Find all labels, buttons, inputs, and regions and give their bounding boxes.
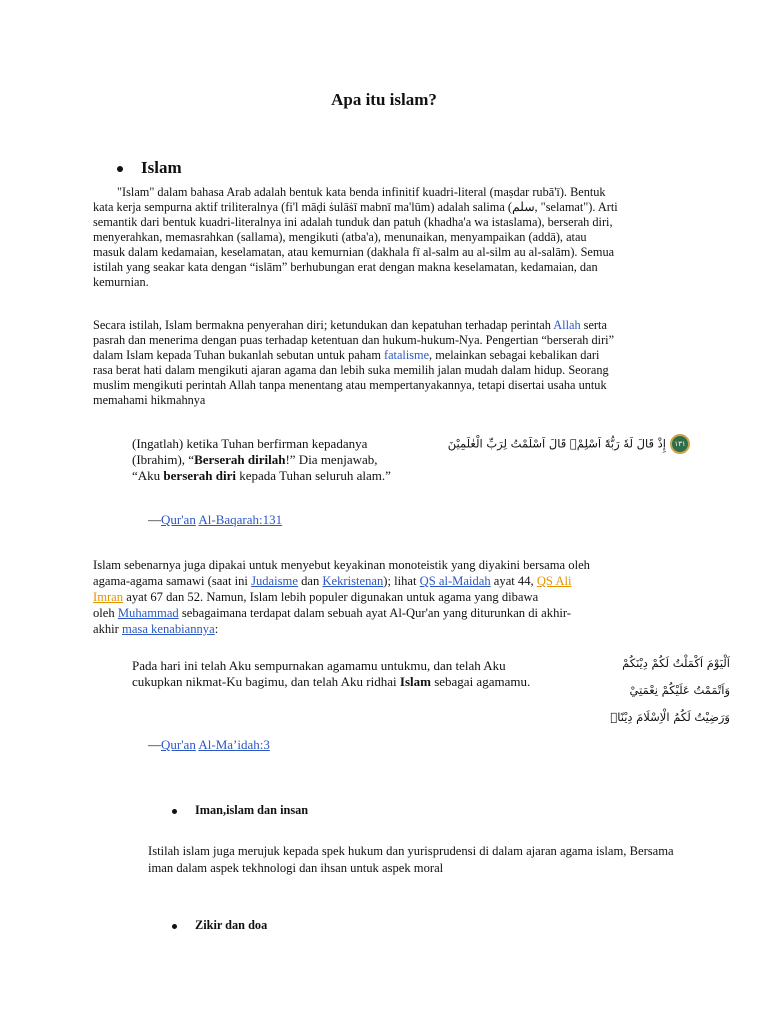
text-line: rasa berat hati dalam mengikuti ajaran agama dan lebih suka memilih jalan mudah dalam hidup. Seorang: [93, 363, 609, 377]
bullet-icon: [172, 924, 177, 929]
text-line: [93, 621, 653, 637]
citation-maidah: [148, 737, 270, 753]
arabic-line: اَلْيَوْمَ اَكْمَلْتُ لَكُمْ دِيْنَكُمْ: [622, 656, 730, 670]
text-span: cukupkan nikmat-Ku bagimu, dan telah Aku ridhai: [132, 674, 400, 689]
quote-translation-baqarah: [132, 436, 432, 484]
text-span: oleh: [93, 606, 118, 620]
text-line: [93, 318, 693, 333]
paragraph-etymology: [93, 185, 693, 290]
paragraph-iman: [148, 843, 763, 877]
section-heading-text: Iman,islam dan insan: [195, 803, 309, 817]
text-span: (Ibrahim), “: [132, 452, 195, 467]
text-line: muslim mengikuti perintah Allah tanpa menentang atau mempertanyakannya, tetapi disertai usaha untuk: [93, 378, 607, 392]
text-span: ayat 44,: [490, 574, 537, 588]
text-line: [93, 348, 693, 363]
arabic-line: وَاَتْمَمْتُ عَلَيْكُمْ نِعْمَتِيْ: [629, 683, 730, 697]
text-line: pasrah dan menerima dengan puas terhadap ketentuan dan hukum-hukum-Nya. Pengertian “berserah diri”: [93, 333, 615, 347]
section-heading-iman: [172, 803, 308, 818]
text-line: kata kerja sempurna aktif triliteralnya (fi'l māḍi ṡulāṡī mabnī ma'lūm) adalah salima (سلم, "selamat"). Arti: [93, 200, 618, 214]
text-line: iman dalam aspek tekhnologi dan ihsan untuk aspek moral: [148, 861, 444, 875]
ayah-number-icon: ١٣١: [670, 434, 690, 454]
text-line: Islam sebenarnya juga dipakai untuk menyebut keyakinan monoteistik yang diyakini bersama oleh: [93, 558, 590, 572]
text-span: ); lihat: [383, 574, 420, 588]
text-span: :: [214, 622, 219, 636]
text-span: dalam Islam kepada Tuhan bukanlah sebutan untuk paham: [93, 348, 384, 362]
paragraph-definition: [93, 318, 693, 408]
section-heading-islam: [117, 158, 182, 178]
link-allah[interactable]: Allah: [553, 318, 581, 332]
text-line: [132, 468, 432, 484]
text-bold: Berserah dirilah: [194, 452, 286, 467]
bullet-icon: [117, 166, 123, 172]
text-line: menyerahkan, memasrahkan (sallama), mengikuti (atba'a), menunaikan, menyampaikan (addā), atau: [93, 230, 587, 244]
section-heading-zikir: [172, 918, 267, 933]
text-span: sebagaimana terdapat dalam sebuah ayat Al-Qur'an yang diturunkan di akhir-: [178, 606, 572, 620]
arabic-line: وَرَضِيْتُ لَكُمُ الْاِسْلَامَ دِيْنًاۗ: [610, 710, 730, 724]
link-al-maidah[interactable]: Al-Ma’idah:3: [198, 737, 270, 752]
text-span: “Aku: [132, 468, 164, 483]
text-span: serta: [580, 318, 607, 332]
text-line: memahami hikmahnya: [93, 393, 206, 407]
text-span: , melainkan sebagai kebalikan dari: [429, 348, 600, 362]
arabic-text: إِذْ قَالَ لَهٗ رَبُّهٗٓ اَسْلِمْۙ قَالَ اَسْلَمْتُ لِرَبِّ الْعٰلَمِيْنَ: [447, 436, 666, 451]
text-line: [132, 674, 602, 690]
page-title: Apa itu islam?: [331, 90, 437, 109]
text-bold: berserah diri: [163, 468, 236, 483]
text-span: ayat 67 dan 52. Namun, Islam lebih populer digunakan untuk agama yang dibawa: [123, 590, 539, 604]
text-span: agama-agama samawi (saat ini: [93, 574, 252, 588]
text-line: (Ingatlah) ketika Tuhan berfirman kepadanya: [132, 436, 368, 451]
text-line: istilah yang seakar kata dengan “islām” berhubungan erat dengan makna keselamatan, kedamaian, dan: [93, 260, 598, 274]
link-al-baqarah[interactable]: Al-Baqarah:131: [198, 512, 283, 527]
link-kekristenan[interactable]: Kekristenan: [322, 574, 384, 588]
text-span: !” Dia menjawab,: [285, 452, 378, 467]
link-qs-al-maidah[interactable]: QS al-Maidah: [419, 574, 491, 588]
bullet-icon: [172, 809, 177, 814]
text-bold: Islam: [399, 674, 431, 689]
link-quran[interactable]: Qur'an: [161, 737, 196, 752]
citation-baqarah: [148, 512, 282, 528]
link-qs-ali-imran-cont[interactable]: Imran: [93, 590, 124, 604]
text-line: kemurnian.: [93, 275, 149, 289]
text-line: Pada hari ini telah Aku sempurnakan agamamu untukmu, dan telah Aku: [132, 658, 506, 673]
link-judaisme[interactable]: Judaisme: [251, 574, 298, 588]
section-heading-text: Islam: [141, 158, 182, 177]
link-masa-kenabiannya[interactable]: masa kenabiannya: [122, 622, 215, 636]
text-span: dan: [297, 574, 323, 588]
quote-translation-maidah: [132, 658, 602, 690]
text-line: [93, 589, 653, 605]
text-line: [132, 452, 432, 468]
link-qs-ali-imran[interactable]: QS Ali: [536, 574, 572, 588]
text-span: kepada Tuhan seluruh alam.”: [236, 468, 391, 483]
text-line: [93, 573, 653, 589]
citation-dash: —: [148, 512, 161, 527]
link-quran[interactable]: Qur'an: [161, 512, 196, 527]
text-span: sebagai agamamu.: [430, 674, 531, 689]
text-line: semantik dari bentuk kuadri-literalnya ini adalah tunduk dan patuh (khadha'a wa istaslama), berserah diri,: [93, 215, 613, 229]
link-muhammad[interactable]: Muhammad: [117, 606, 179, 620]
text-line: [93, 605, 653, 621]
paragraph-monotheism: [93, 557, 653, 637]
arabic-verse-baqarah: [440, 434, 690, 454]
text-span: akhir: [93, 622, 123, 636]
text-line: Istilah islam juga merujuk kepada spek hukum dan yurisprudensi di dalam ajaran agama islam, Bersama: [148, 844, 674, 858]
text-span: Secara istilah, Islam bermakna penyerahan diri; ketundukan dan kepatuhan terhadap perintah: [93, 318, 554, 332]
text-line: "Islam" dalam bahasa Arab adalah bentuk kata benda infinitif kuadri-literal (maṣdar rubā'ī). Bentuk: [117, 185, 606, 199]
link-fatalisme[interactable]: fatalisme: [383, 348, 430, 362]
citation-dash: —: [148, 737, 161, 752]
section-heading-text: Zikir dan doa: [195, 918, 268, 932]
text-line: masuk dalam kedamaian, keselamatan, atau kemurnian (dakhala fī al-salm au al-silm au al-salām). Semua: [93, 245, 615, 259]
arabic-verse-maidah: [590, 650, 730, 731]
